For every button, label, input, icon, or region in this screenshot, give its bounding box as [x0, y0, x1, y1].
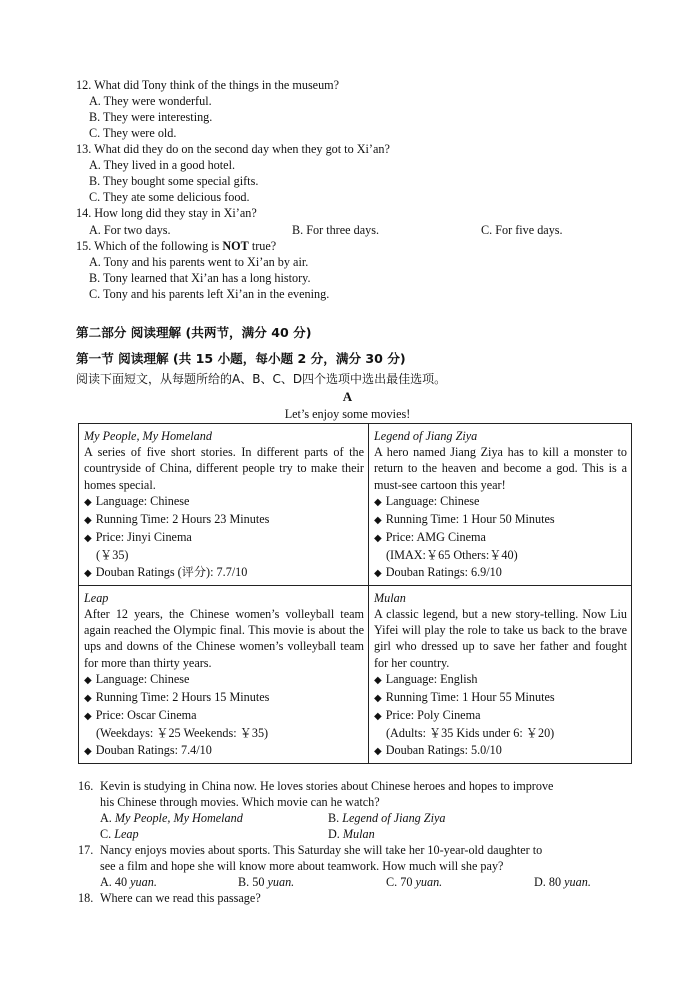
question-number: 15. — [76, 239, 92, 253]
movie-rating: ◆ Douban Ratings: 7.4/10 — [84, 742, 364, 760]
option-15a: A. Tony and his parents went to Xi’an by air. — [89, 255, 309, 269]
question-text: How long did they stay in Xi’an? — [94, 206, 257, 220]
question-16-number: 16. — [78, 779, 94, 793]
movie-price-detail: (Weekdays: ￥25 Weekends: ￥35) — [96, 726, 269, 741]
movie-price-detail: (Adults: ￥35 Kids under 6: ￥20) — [386, 726, 555, 741]
option-text: yuan. — [267, 875, 295, 889]
option-label: A. 40 — [100, 875, 128, 889]
question-number: 12. — [76, 78, 92, 92]
option-16c — [100, 826, 139, 842]
question-14 — [76, 205, 257, 221]
option-14c: C. For five days. — [481, 223, 563, 237]
option-12c: C. They were old. — [89, 126, 177, 140]
question-text: What did Tony think of the things in the museum? — [94, 78, 340, 92]
option-label: C. — [100, 827, 112, 841]
question-18-line1: Where can we read this passage? — [100, 891, 261, 905]
table-row — [79, 585, 632, 763]
option-text: Legend of Jiang Ziya — [342, 811, 446, 825]
movie-running-time: ◆ Running Time: 2 Hours 23 Minutes — [84, 511, 364, 529]
movie-price: ◆ Price: Poly Cinema — [374, 707, 627, 725]
movie-cell-jiang-ziya — [369, 424, 632, 586]
question-12 — [76, 77, 339, 93]
table-row — [79, 424, 632, 586]
option-text: yuan. — [130, 875, 157, 889]
question-number: 14. — [76, 206, 92, 220]
option-16d — [328, 826, 375, 842]
movie-language: ◆ Language: English — [374, 671, 627, 689]
movie-rating: ◆ Douban Ratings: 5.0/10 — [374, 742, 627, 760]
option-text: Mulan — [342, 827, 375, 841]
movie-running-time: ◆ Running Time: 1 Hour 50 Minutes — [374, 511, 627, 529]
part2-heading: 第二部分 阅读理解 (共两节，满分 40 分) — [76, 325, 312, 340]
option-17d — [534, 874, 591, 890]
movie-table — [78, 423, 632, 764]
option-17a — [100, 874, 157, 890]
option-14a: A. For two days. — [89, 223, 171, 237]
question-17-line2: see a film and hope she will know more about teamwork. How much will she pay? — [100, 859, 504, 873]
movie-price: ◆ Price: Jinyi Cinema — [84, 529, 364, 547]
movie-title: My People, My Homeland — [84, 429, 212, 443]
question-18-number: 18. — [78, 891, 94, 905]
movie-price-detail: (IMAX:￥65 Others:￥40) — [386, 548, 518, 563]
movie-cell-my-people — [79, 424, 369, 586]
question-17-number: 17. — [78, 843, 94, 857]
movie-price-detail: (￥35) — [96, 548, 129, 563]
option-label: D. 80 — [534, 875, 562, 889]
movie-title: Mulan — [374, 590, 406, 605]
question-emphasis: NOT — [222, 239, 249, 253]
option-17c — [386, 874, 442, 890]
movie-rating: ◆ Douban Ratings (评分): 7.7/10 — [84, 564, 364, 582]
passage-title: Let’s enjoy some movies! — [284, 407, 411, 421]
section1-heading: 第一节 阅读理解 (共 15 小题，每小题 2 分，满分 30 分) — [76, 351, 406, 366]
question-15 — [76, 238, 276, 254]
movie-language: ◆ Language: Chinese — [84, 493, 364, 511]
question-number: 13. — [76, 142, 92, 156]
question-16-line2: his Chinese through movies. Which movie can he watch? — [100, 795, 380, 809]
movie-title: Leap — [84, 590, 109, 605]
option-text: Leap — [114, 827, 139, 841]
movie-description: A series of five short stories. In different parts of the countryside of China, different people try to make their homes special. — [84, 445, 364, 492]
movie-price: ◆ Price: Oscar Cinema — [84, 707, 364, 725]
option-13a: A. They lived in a good hotel. — [89, 158, 235, 172]
option-text: My People, My Homeland — [114, 811, 243, 825]
option-13b: B. They bought some special gifts. — [89, 174, 259, 188]
movie-running-time: ◆ Running Time: 2 Hours 15 Minutes — [84, 689, 364, 707]
movie-description: After 12 years, the Chinese women’s volleyball team again reached the Olympic final. This movie is about the ups and downs of the Chinese women’s volleyball team for more than thirty years. — [84, 607, 364, 670]
instructions: 阅读下面短文，从每题所给的A、B、C、D四个选项中选出最佳选项。 — [76, 372, 447, 386]
option-label: B. 50 — [238, 875, 265, 889]
option-label: C. 70 — [386, 875, 413, 889]
question-16-line1: Kevin is studying in China now. He loves stories about Chinese heroes and hopes to improve — [100, 779, 554, 793]
question-text-end: true? — [248, 239, 277, 253]
question-13 — [76, 141, 390, 157]
option-text: yuan. — [415, 875, 443, 889]
option-12b: B. They were interesting. — [89, 110, 213, 124]
option-16b — [328, 810, 445, 826]
movie-price: ◆ Price: AMG Cinema — [374, 529, 627, 547]
movie-running-time: ◆ Running Time: 1 Hour 55 Minutes — [374, 689, 627, 707]
movie-description: A classic legend, but a new story-telling. Now Liu Yifei will play the role to take us back to the brave girl who dressed up to save her father and fought for her country. — [374, 607, 627, 670]
movie-title: Legend of Jiang Ziya — [374, 429, 478, 443]
option-label: B. — [328, 811, 340, 825]
option-16a — [100, 810, 243, 826]
option-17b — [238, 874, 294, 890]
movie-cell-leap — [79, 585, 369, 763]
movie-cell-mulan — [369, 585, 632, 763]
passage-letter: A — [342, 389, 353, 404]
movie-description: A hero named Jiang Ziya has to kill a monster to return to the heaven and become a god. This is a must-see cartoon this year! — [374, 445, 627, 492]
movie-language: ◆ Language: Chinese — [374, 493, 627, 511]
movie-language: ◆ Language: Chinese — [84, 671, 364, 689]
option-14b: B. For three days. — [292, 223, 379, 237]
question-text: Which of the following is — [94, 239, 223, 253]
option-15b: B. Tony learned that Xi’an has a long history. — [89, 271, 311, 285]
option-label: D. — [328, 827, 340, 841]
option-13c: C. They ate some delicious food. — [89, 190, 250, 204]
option-12a: A. They were wonderful. — [89, 94, 212, 108]
option-text: yuan. — [564, 875, 591, 889]
question-17-line1: Nancy enjoys movies about sports. This Saturday she will take her 10-year-old daughter to — [100, 843, 543, 857]
option-label: A. — [100, 811, 112, 825]
question-text: What did they do on the second day when they got to Xi’an? — [94, 142, 390, 156]
movie-rating: ◆ Douban Ratings: 6.9/10 — [374, 564, 627, 582]
option-15c: C. Tony and his parents left Xi’an in the evening. — [89, 287, 330, 301]
